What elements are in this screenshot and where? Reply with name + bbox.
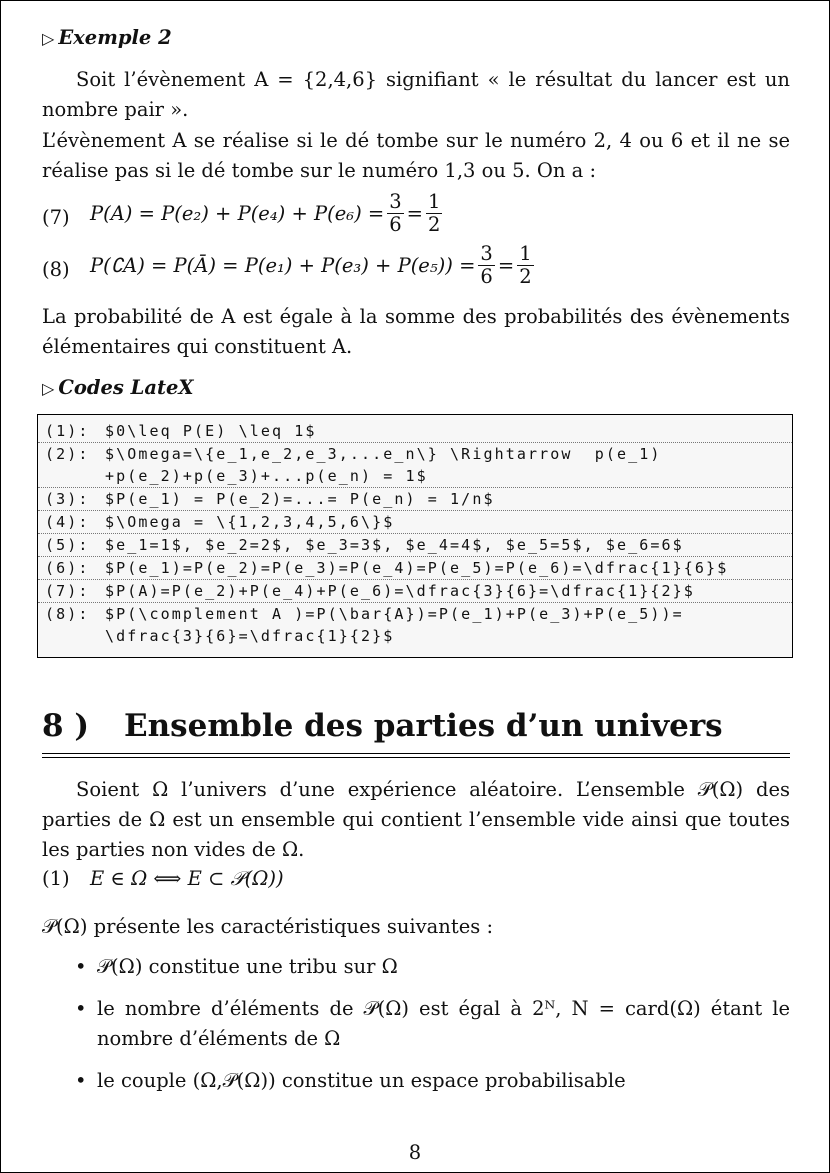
fraction: $\frac{3}{6}$ — [480, 242, 493, 288]
code-row: (8): $P(\complement A )=P(\bar{A})=P(e_1)+P(e_3)+P(e_5))= \dfrac{3}{6}=\dfrac{1}{2}$ — [45, 605, 684, 645]
triangle-icon: ▷ — [42, 29, 55, 48]
bullet-list — [42, 952, 790, 1108]
equation-7-number: (7) — [42, 206, 70, 229]
equation-7-lhs: P(A) = P(e₂) + P(e₄) + P(e₆) = — [90, 202, 385, 225]
section-title — [42, 708, 723, 744]
triangle-icon: ▷ — [42, 379, 55, 398]
section-equation: E ∈ Ω ⟺ E ⊂ 𝒫(Ω)) — [90, 867, 284, 890]
example-paragraph-1: Soit l’évènement A = {2,4,6} signifiant « le résultat du lancer est un nombre pair ». — [42, 68, 790, 121]
latex-code-block — [37, 414, 793, 658]
section-equation-number: (1) — [42, 867, 70, 890]
bullet-icon: • — [75, 1069, 87, 1092]
section-rule — [42, 757, 790, 758]
fraction: $\frac{1}{2}$ — [519, 242, 532, 288]
code-row: (3): $P(e_1) = P(e_2)=...= P(e_n) = 1/n$ — [38, 488, 792, 511]
equation-7: P(A) = P(e₂) + P(e₄) + P(e₆) = $\frac{3}{6}$ = $\frac{1}{2}$ — [90, 190, 441, 236]
list-item: • le couple (Ω,𝒫(Ω)) constitue un espace probabilisable — [42, 1066, 790, 1096]
equation-8: P(∁A) = P(Ā) = P(e₁) + P(e₃) + P(e₅)) = $\frac{3}{6}$ = $\frac{1}{2}$ — [90, 242, 532, 288]
example-paragraph-2: L’évènement A se réalise si le dé tombe sur le numéro 2, 4 ou 6 et il ne se réalise pas si le dé tombe sur le numéro 1,3 ou 5. On a : — [42, 129, 790, 182]
section-paragraph-2: 𝒫(Ω) présente les caractéristiques suivantes : — [42, 915, 494, 938]
list-item: • le nombre d’éléments de 𝒫(Ω) est égal à 2ᴺ, N = card(Ω) étant le nombre d’éléments de Ω — [42, 994, 790, 1054]
code-row: (5): $e_1=1$, $e_2=2$, $e_3=3$, $e_4=4$, $e_5=5$, $e_6=6$ — [38, 534, 792, 557]
section-paragraph-1: Soient Ω l’univers d’une expérience aléatoire. L’ensemble 𝒫(Ω) des parties de Ω est un ensemble qui contient l’ensemble vide ainsi que toutes les parties non vides de Ω. — [42, 778, 790, 861]
code-row: (6): $P(e_1)=P(e_2)=P(e_3)=P(e_4)=P(e_5)=P(e_6)=\dfrac{1}{6}$ — [38, 557, 792, 580]
bullet-icon: • — [75, 955, 87, 978]
equation-8-number: (8) — [42, 258, 70, 281]
bullet-icon: • — [75, 997, 87, 1020]
section-title-text: Ensemble des parties d’un univers — [124, 708, 723, 744]
fraction: $\frac{3}{6}$ — [389, 190, 402, 236]
latex-heading: ▷ Codes LateX — [42, 376, 194, 399]
list-item: • 𝒫(Ω) constitue une tribu sur Ω — [42, 952, 790, 982]
example-paragraph-3: La probabilité de A est égale à la somme des probabilités des évènements élémentaires qui constituent A. — [42, 305, 790, 358]
equation-8-lhs: P(∁A) = P(Ā) = P(e₁) + P(e₃) + P(e₅)) = — [90, 254, 476, 277]
code-row: (4): $\Omega = \{1,2,3,4,5,6\}$ — [38, 511, 792, 534]
code-row: (2): $\Omega=\{e_1,e_2,e_3,...e_n\} \Rightarrow p(e_1) +p(e_2)+p(e_3)+...p(e_n) = 1$ — [38, 443, 792, 488]
page-number: 8 — [408, 1141, 422, 1164]
section-rule — [42, 753, 790, 754]
fraction: $\frac{1}{2}$ — [428, 190, 441, 236]
code-row: (1): $0\leq P(E) \leq 1$ — [38, 420, 792, 443]
code-row: (7): $P(A)=P(e_2)+P(e_4)+P(e_6)=\dfrac{3}{6}=\dfrac{1}{2}$ — [38, 580, 792, 603]
example-heading: ▷ Exemple 2 — [42, 26, 172, 49]
section-number: 8 ) — [42, 708, 90, 744]
